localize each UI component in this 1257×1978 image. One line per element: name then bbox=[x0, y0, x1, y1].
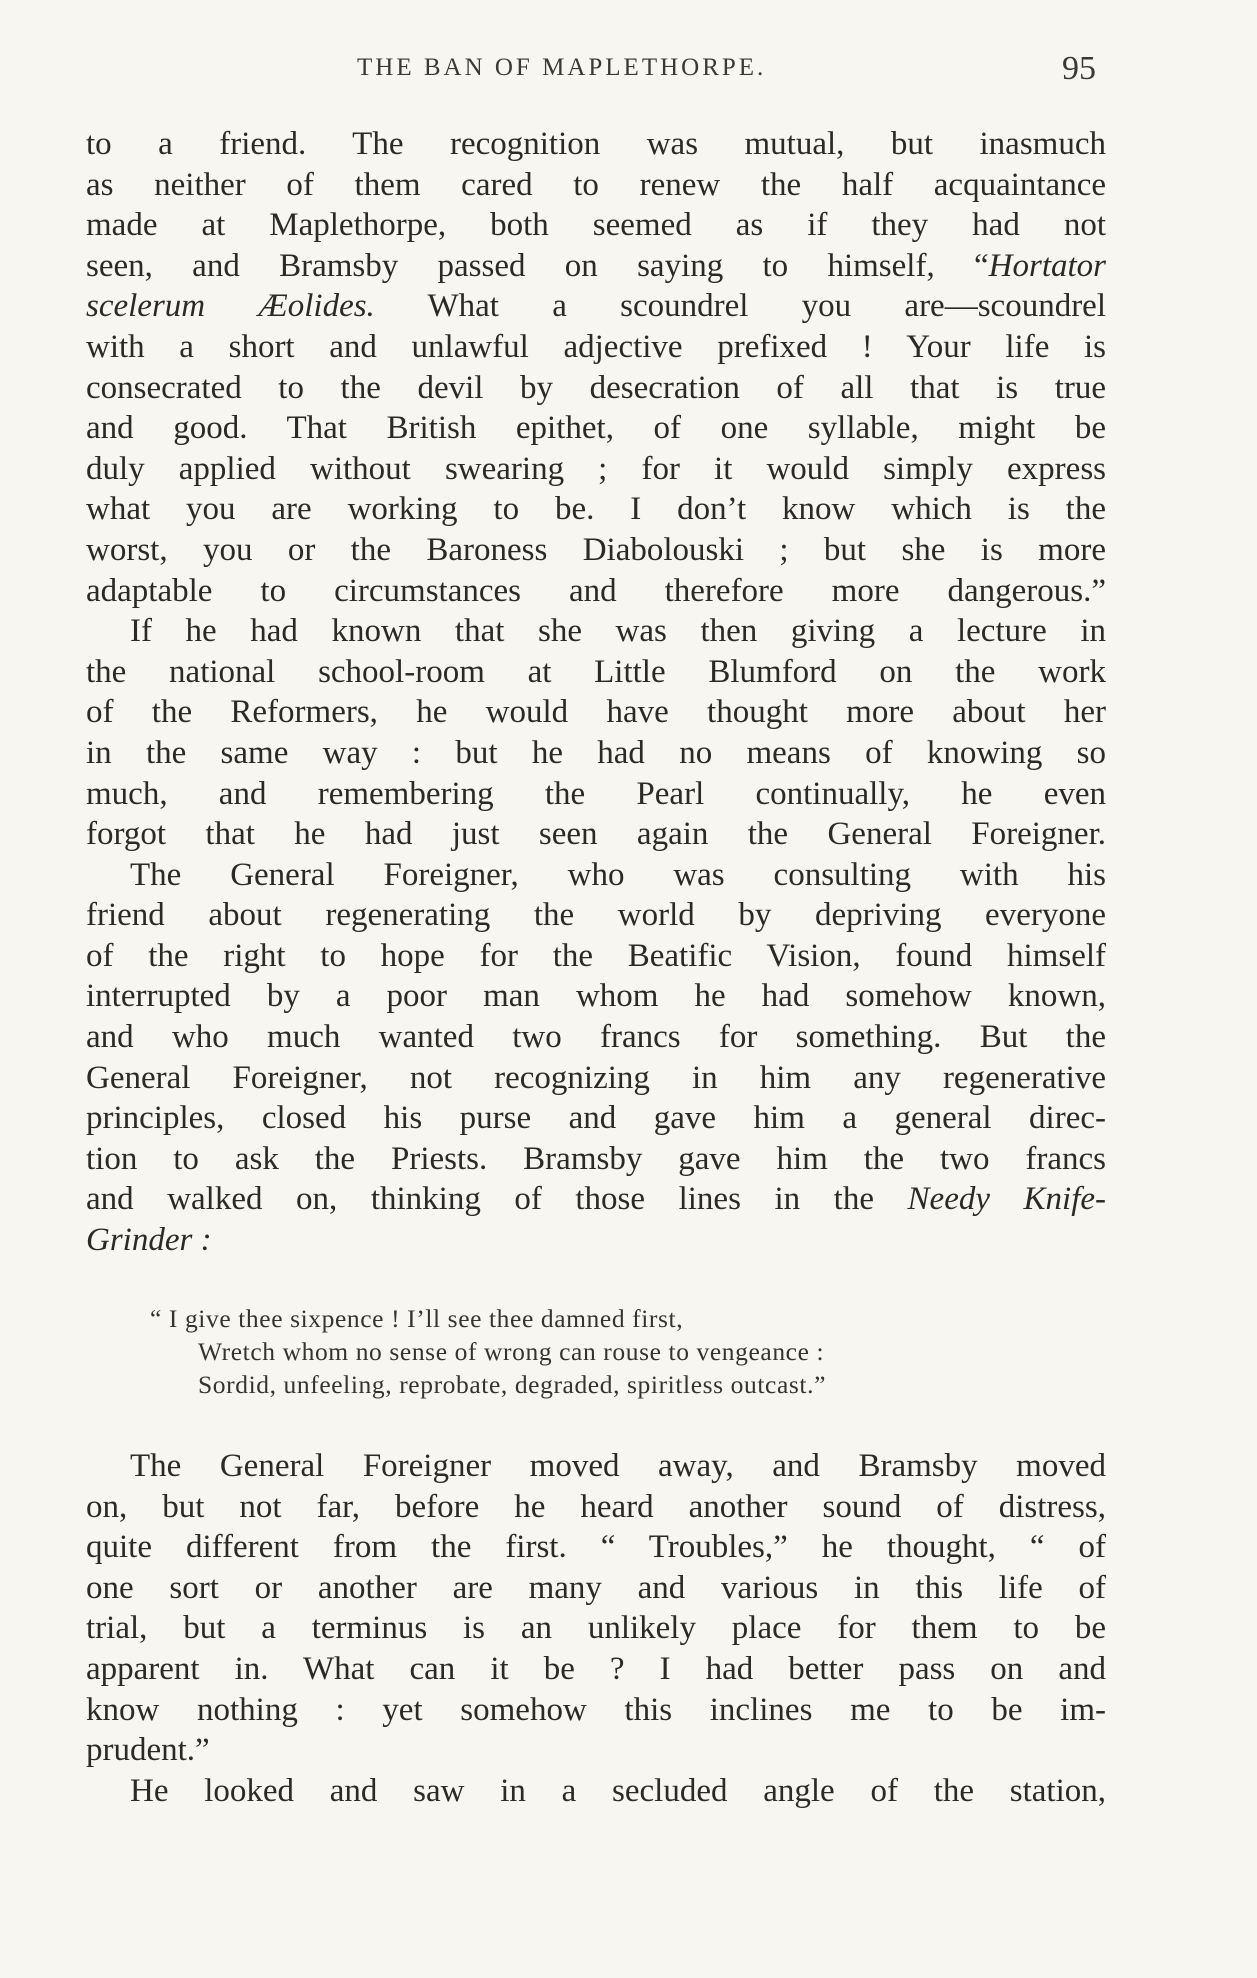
text-line: much, and remembering the Pearl continually, he even bbox=[86, 775, 1106, 812]
text-line: adaptable to circumstances and therefore more dangerous.” bbox=[86, 572, 1106, 609]
running-title: THE BAN OF MAPLETHORPE. bbox=[357, 54, 767, 81]
text-line bbox=[86, 1220, 1106, 1261]
text-line: The General Foreigner, who was consulting with his bbox=[130, 856, 1106, 893]
text-line bbox=[86, 246, 1106, 287]
verse-quotation bbox=[150, 1302, 1050, 1401]
text-line: one sort or another are many and various in this life of bbox=[86, 1569, 1106, 1606]
text-line: apparent in. What can it be ? I had better pass on and bbox=[86, 1650, 1106, 1687]
italic-poem-title: Grinder : bbox=[86, 1222, 212, 1259]
text-line bbox=[86, 286, 1106, 327]
text-line: prudent.” bbox=[86, 1732, 210, 1769]
text-span: What a scoundrel you are—scoundrel bbox=[374, 288, 1106, 325]
text-line: The General Foreigner moved away, and Bramsby moved bbox=[130, 1448, 1106, 1484]
text-line: in the same way : but he had no means of knowing so bbox=[86, 734, 1106, 771]
text-line: duly applied without swearing ; for it would simply express bbox=[86, 450, 1106, 487]
text-line: and who much wanted two francs for something. But the bbox=[86, 1019, 1106, 1056]
text-line: tion to ask the Priests. Bramsby gave him the two francs bbox=[86, 1140, 1106, 1177]
body-text-continued bbox=[86, 1446, 1106, 1811]
text-line: with a short and unlawful adjective prefixed ! Your life is bbox=[86, 328, 1106, 365]
italic-latin-phrase: Hortator bbox=[988, 247, 1106, 284]
text-span: seen, and Bramsby passed on saying to himself, “ bbox=[86, 247, 989, 284]
text-line: of the right to hope for the Beatific Vision, found himself bbox=[86, 937, 1106, 974]
text-line: of the Reformers, he would have thought more about her bbox=[86, 694, 1106, 731]
text-line: to a friend. The recognition was mutual, but inasmuch bbox=[86, 126, 1106, 162]
text-line: If he had known that she was then giving a lecture in bbox=[130, 613, 1106, 650]
verse-line: Wretch whom no sense of wrong can rouse to vengeance : bbox=[198, 1337, 825, 1366]
verse-line: Sordid, unfeeling, reprobate, degraded, spiritless outcast.” bbox=[198, 1370, 826, 1399]
text-span: and walked on, thinking of those lines in the bbox=[86, 1181, 908, 1218]
page-number: 95 bbox=[1062, 50, 1096, 87]
text-line: friend about regenerating the world by depriving everyone bbox=[86, 897, 1106, 934]
verse-line: “ I give thee sixpence ! I’ll see thee damned first, bbox=[150, 1304, 684, 1333]
text-line: what you are working to be. I don’t know which is the bbox=[86, 491, 1106, 528]
text-line: General Foreigner, not recognizing in him any regenerative bbox=[86, 1059, 1106, 1096]
text-line: interrupted by a poor man whom he had somehow known, bbox=[86, 978, 1106, 1015]
text-line: on, but not far, before he heard another sound of distress, bbox=[86, 1488, 1106, 1525]
text-line: forgot that he had just seen again the General Foreigner. bbox=[86, 816, 1106, 853]
text-line: and good. That British epithet, of one syllable, might be bbox=[86, 410, 1106, 447]
body-text bbox=[86, 124, 1106, 1261]
italic-poem-title: Needy Knife- bbox=[907, 1181, 1107, 1218]
text-line: the national school-room at Little Blumford on the work bbox=[86, 653, 1106, 690]
text-line: quite different from the first. “ Troubles,” he thought, “ of bbox=[86, 1529, 1106, 1566]
italic-latin-phrase: scelerum Æolides. bbox=[86, 288, 375, 325]
text-line: know nothing : yet somehow this inclines me to be im- bbox=[86, 1691, 1106, 1728]
text-line: trial, but a terminus is an unlikely place for them to be bbox=[86, 1610, 1106, 1647]
text-line: consecrated to the devil by desecration of all that is true bbox=[86, 369, 1106, 406]
text-line: as neither of them cared to renew the half acquaintance bbox=[86, 166, 1106, 203]
text-line: He looked and saw in a secluded angle of the station, bbox=[130, 1772, 1106, 1809]
text-line: made at Maplethorpe, both seemed as if they had not bbox=[86, 207, 1106, 244]
text-line: worst, you or the Baroness Diabolouski ; but she is more bbox=[86, 531, 1106, 568]
running-head bbox=[0, 48, 1257, 88]
text-line bbox=[86, 1179, 1106, 1220]
text-line: principles, closed his purse and gave him a general direc- bbox=[86, 1100, 1106, 1137]
